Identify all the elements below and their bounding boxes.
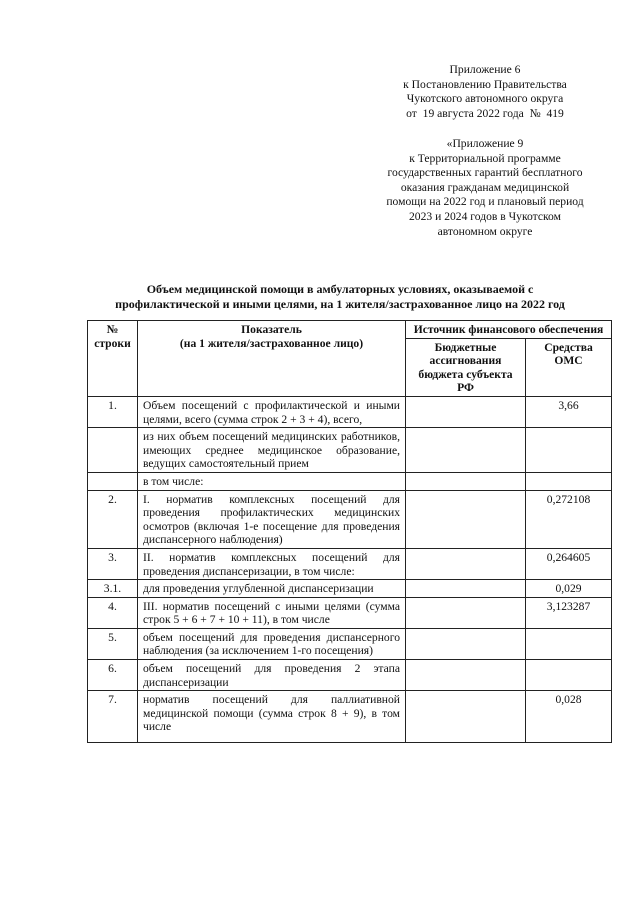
header-budget: Бюджетные ассигнования бюджета субъекта РФ <box>406 338 526 396</box>
row-num: 6. <box>88 660 138 691</box>
row-budget <box>406 428 526 473</box>
appendix-9-line: оказания гражданам медицинской <box>400 180 570 194</box>
row-num: 3. <box>88 548 138 579</box>
header-source: Источник финансового обеспечения <box>406 321 612 339</box>
row-oms: 0,028 <box>526 691 612 743</box>
table-row <box>88 428 612 473</box>
title-line: Объем медицинской помощи в амбулаторных условиях, оказываемой с <box>146 282 534 296</box>
row-indicator: объем посещений для проведения 2 этапа диспансеризации <box>138 660 406 691</box>
header-oms: Средства ОМС <box>526 338 612 396</box>
row-oms <box>526 428 612 473</box>
row-indicator: объем посещений для проведения диспансерного наблюдения (за исключением 1-го посещения) <box>138 628 406 659</box>
appendix-9-line: автономном округе <box>437 224 533 238</box>
table-row <box>88 490 612 548</box>
table-header-row <box>88 321 612 339</box>
row-indicator: в том числе: <box>138 472 406 490</box>
row-indicator: норматив посещений для паллиативной медицинской помощи (сумма строк 8 + 9), в том числе <box>138 691 406 743</box>
row-indicator: I. норматив комплексных посещений для проведения профилактических медицинских осмотров (включая 1-е посещение для проведения диспансерного наблюдения) <box>138 490 406 548</box>
row-num <box>88 472 138 490</box>
document-title <box>70 282 610 312</box>
appendix-6-header <box>360 63 610 121</box>
row-indicator: Объем посещений с профилактической и иными целями, всего (сумма строк 2 + 3 + 4), всего, <box>138 396 406 427</box>
row-budget <box>406 548 526 579</box>
row-oms <box>526 660 612 691</box>
row-num: 2. <box>88 490 138 548</box>
row-num <box>88 428 138 473</box>
table-row <box>88 691 612 743</box>
row-oms <box>526 472 612 490</box>
appendix-9-line: «Приложение 9 <box>446 137 524 150</box>
row-budget <box>406 472 526 490</box>
row-budget <box>406 660 526 691</box>
appendix-9-line: к Территориальной программе <box>409 151 561 165</box>
row-budget <box>406 396 526 427</box>
appendix-9-line: 2023 и 2024 годов в Чукотском <box>409 209 561 223</box>
appendix-6-line: Приложение 6 <box>449 63 521 76</box>
appendix-6-line: Чукотского автономного округа <box>406 92 564 106</box>
row-oms: 0,029 <box>526 580 612 598</box>
table-row <box>88 548 612 579</box>
appendix-9-header <box>360 137 610 239</box>
table-row <box>88 597 612 628</box>
row-budget <box>406 597 526 628</box>
row-indicator: из них объем посещений медицинских работников, имеющих среднее медицинское образование, ведущих самостоятельный прием <box>138 428 406 473</box>
row-oms: 0,272108 <box>526 490 612 548</box>
appendix-6-line: к Постановлению Правительства <box>403 77 567 91</box>
row-num: 5. <box>88 628 138 659</box>
row-indicator: для проведения углубленной диспансеризации <box>138 580 406 598</box>
row-oms: 0,264605 <box>526 548 612 579</box>
header-num: № строки <box>88 321 138 397</box>
appendix-9-line: государственных гарантий бесплатного <box>387 166 583 180</box>
row-budget <box>406 580 526 598</box>
row-num: 1. <box>88 396 138 427</box>
table-row <box>88 628 612 659</box>
row-indicator: III. норматив посещений с иными целями (сумма строк 5 + 6 + 7 + 10 + 11), в том числе <box>138 597 406 628</box>
row-oms <box>526 628 612 659</box>
row-num: 4. <box>88 597 138 628</box>
volume-table <box>87 320 612 743</box>
appendix-6-line: от 19 августа 2022 года № 419 <box>406 106 564 120</box>
table-row <box>88 396 612 427</box>
row-budget <box>406 628 526 659</box>
row-num: 7. <box>88 691 138 743</box>
table-row <box>88 472 612 490</box>
title-line: профилактической и иными целями, на 1 жителя/застрахованное лицо на 2022 год <box>115 297 565 311</box>
header-indicator: Показатель (на 1 жителя/застрахованное лицо) <box>138 321 406 397</box>
row-oms: 3,66 <box>526 396 612 427</box>
table-row <box>88 580 612 598</box>
row-num: 3.1. <box>88 580 138 598</box>
row-budget <box>406 490 526 548</box>
table-row <box>88 660 612 691</box>
row-budget <box>406 691 526 743</box>
appendix-9-line: помощи на 2022 год и плановый период <box>386 195 584 209</box>
row-oms: 3,123287 <box>526 597 612 628</box>
row-indicator: II. норматив комплексных посещений для проведения диспансеризации, в том числе: <box>138 548 406 579</box>
